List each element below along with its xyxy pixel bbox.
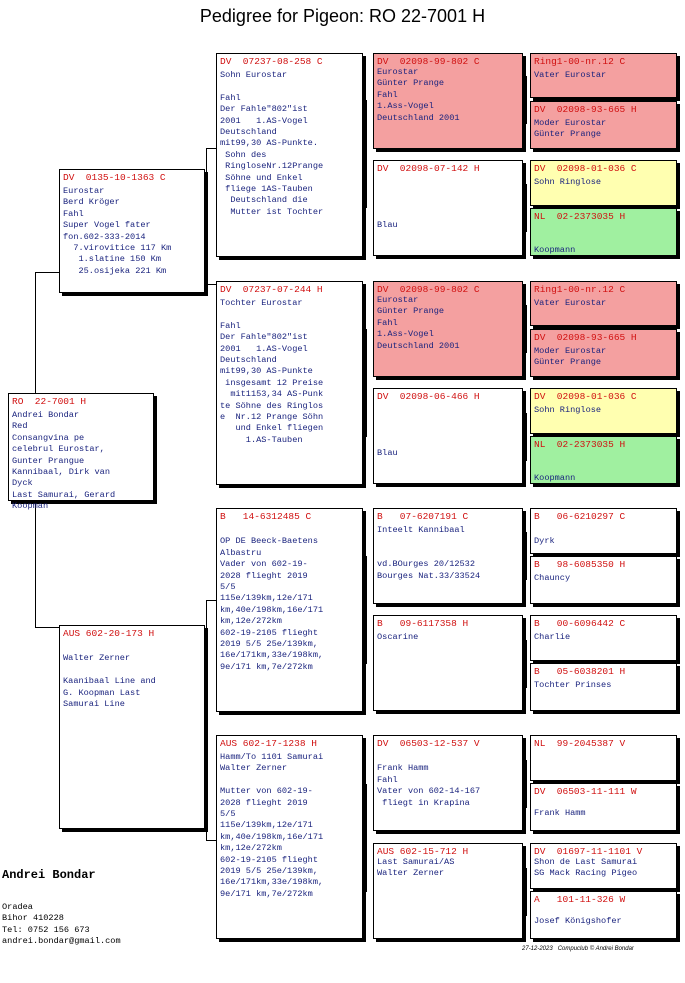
- ring-number: DV 02098-07-142 H: [377, 163, 480, 174]
- pigeon-details: [531, 749, 676, 752]
- pigeon-card-g4: [530, 556, 677, 604]
- ring-number: B 05-6038201 H: [534, 666, 626, 677]
- pigeon-card-g3: [373, 160, 523, 256]
- pigeon-details: Tochter Eurostar Fahl Der Fahle"802"ist 2001 1.AS-Vogel Deutschland mit99,30 AS-Punkte insgesamt 12 Preise mit1153,34 AS-Punk te Söhne des Ringlos e Nr.12 Prange Söhn und Enkel fliegen 1.AS-Tauben: [220, 298, 324, 445]
- pigeon-details: Josef Königshofer: [534, 916, 622, 927]
- pigeon-details: Eurostar Berd Kröger Fahl Super Vogel fater fon.602-333-2014 7.virovitice 117 Km 1.slatine 150 Km 25.osijeka 221 Km: [63, 186, 172, 276]
- pigeon-card-g3: [373, 615, 523, 711]
- pigeon-details: Eurostar Günter Prange Fahl 1.Ass-Vogel Deutschland 2001: [377, 295, 460, 351]
- pigeon-details: Shon de Last Samurai SG Mack Racing Pigeo: [534, 857, 638, 879]
- connector-line: [206, 600, 207, 840]
- footer-credit: 27-12-2023 Compuclub © Andrei Bondar: [522, 946, 634, 952]
- pigeon-details: Vater Eurostar: [534, 298, 607, 308]
- ring-number: Ring1-00-nr.12 C: [534, 56, 626, 67]
- pigeon-details: Chauncy: [534, 573, 571, 583]
- ring-number: B 07-6207191 C: [377, 511, 469, 522]
- ring-number: B 14-6312485 C: [220, 511, 312, 522]
- connector-line: [366, 329, 367, 437]
- connector-line: [526, 184, 527, 232]
- owner-name: Andrei Bondar: [2, 868, 96, 882]
- ring-number: B 06-6210297 C: [534, 511, 626, 522]
- pigeon-details: Blau: [377, 447, 398, 458]
- connector-line: [526, 305, 527, 353]
- pigeon-details: Dyrk: [534, 536, 555, 547]
- ring-number: DV 02098-01-036 C: [534, 163, 637, 174]
- pigeon-card-dam-dam: [216, 735, 363, 939]
- connector-line: [366, 100, 367, 208]
- pigeon-card-g4: [530, 508, 677, 554]
- connector-line: [526, 760, 527, 808]
- ring-number: RO 22-7001 H: [12, 396, 87, 407]
- connector-line: [35, 627, 60, 628]
- pigeon-details: Frank Hamm: [534, 808, 586, 819]
- ring-number: Ring1-00-nr.12 C: [534, 284, 626, 295]
- pigeon-card-g4: [530, 329, 677, 377]
- connector-line: [206, 148, 216, 149]
- pigeon-card-g4: [530, 208, 677, 256]
- connector-line: [206, 840, 216, 841]
- pigeon-details: Frank Hamm Fahl Vater von 602-14-167 fliegt in Krapina: [377, 763, 481, 808]
- ring-number: NL 99-2045387 V: [534, 738, 626, 749]
- pigeon-card-subject: [8, 393, 154, 512]
- ring-number: AUS 602-17-1238 H: [220, 738, 317, 749]
- pigeon-details: Sohn Ringlose: [534, 405, 602, 415]
- connector-line: [206, 600, 216, 601]
- ring-number: DV 07237-07-244 H: [220, 284, 323, 295]
- pigeon-details: Hamm/To 1101 Samurai Walter Zerner Mutter von 602-19- 2028 flieght 2019 5/5 115e/139km,12e/171 km,40e/198km,16e/171 km,12e/272km 602-19-2105 flieght 2019 5/5 25e/139km, 16e/171km,33e/198km, 9e/171 km,7e/272km: [220, 752, 324, 899]
- ring-number: NL 02-2373035 H: [534, 211, 626, 222]
- pigeon-details: Blau: [377, 219, 398, 230]
- pigeon-card-g3: [373, 281, 523, 377]
- connector-line: [35, 272, 60, 273]
- pigeon-details: Koopmann: [534, 472, 576, 483]
- connector-line: [366, 556, 367, 664]
- pigeon-card-dam: [59, 625, 205, 829]
- pigeon-card-g4: [530, 53, 677, 98]
- owner-contact: Oradea Bihor 410228 Tel: 0752 156 673 andrei.bondar@gmail.com: [2, 902, 121, 947]
- pigeon-details: Sohn Eurostar Fahl Der Fahle"802"ist 2001 1.AS-Vogel Deutschland mit99,30 AS-Punkte. Sohn des RingloseNr.12Prange Söhne und Enkel fliege 1AS-Tauben Deutschland die Mutter ist Tochter: [220, 70, 324, 217]
- page-title: Pedigree for Pigeon: RO 22-7001 H: [199, 6, 486, 26]
- pigeon-card-g4: [530, 101, 677, 149]
- connector-line: [366, 784, 367, 892]
- pigeon-details: Moder Eurostar Günter Prange: [534, 346, 607, 368]
- ring-number: B 98-6085350 H: [534, 559, 626, 570]
- connector-line: [206, 284, 216, 285]
- pigeon-card-g3: [373, 843, 523, 939]
- pigeon-card-g3: [373, 735, 523, 831]
- pigeon-details: Tochter Prinses: [534, 680, 612, 690]
- ring-number: DV 06503-12-537 V: [377, 738, 480, 749]
- pigeon-card-g4: [530, 160, 677, 206]
- connector-line: [35, 500, 36, 627]
- pigeon-details: Andrei Bondar Red Consangvina pe celebrul Eurostar, Gunter Prangue Kannibaal, Dirk van Dyck Last Samurai, Gerard Koopman: [12, 410, 116, 512]
- pigeon-card-g4: [530, 891, 677, 939]
- pigeon-card-g4: [530, 436, 677, 484]
- pigeon-card-g4: [530, 735, 677, 781]
- pigeon-card-g4: [530, 663, 677, 711]
- pigeon-card-dam-sire: [216, 508, 363, 712]
- ring-number: DV 02098-99-802 C: [377, 284, 480, 295]
- pigeon-card-g4: [530, 388, 677, 434]
- connector-line: [526, 640, 527, 688]
- pigeon-card-g3: [373, 53, 523, 149]
- pigeon-details: Eurostar Günter Prange Fahl 1.Ass-Vogel Deutschland 2001: [377, 67, 460, 123]
- ring-number: NL 02-2373035 H: [534, 439, 626, 450]
- pigeon-details: Koopmann: [534, 244, 576, 255]
- connector-line: [526, 868, 527, 916]
- pigeon-details: Walter Zerner Kaanibaal Line and G. Koopman Last Samurai Line: [63, 653, 156, 710]
- pigeon-card-g4: [530, 281, 677, 326]
- pigeon-details: Moder Eurostar Günter Prange: [534, 118, 607, 140]
- pigeon-details: Vater Eurostar: [534, 70, 607, 80]
- ring-number: DV 02098-93-665 H: [534, 332, 637, 343]
- ring-number: B 00-6096442 C: [534, 618, 626, 629]
- pigeon-details: Inteelt Kannibaal vd.BOurges 20/12532 Bourges Nat.33/33524: [377, 525, 481, 581]
- pigeon-details: Charlie: [534, 632, 571, 642]
- ring-number: AUS 602-20-173 H: [63, 628, 155, 639]
- pigeon-card-sire: [59, 169, 205, 293]
- connector-line: [526, 76, 527, 124]
- pigeon-card-g4: [530, 843, 677, 889]
- pigeon-details: OP DE Beeck-Baetens Albastru Vader von 602-19- 2028 flieght 2019 5/5 115e/139km,12e/171 km,40e/198km,16e/171 km,12e/272km 602-19-2105 flieght 2019 5/5 25e/139km, 16e/171km,33e/198km, 9e/171 km,7e/272km: [220, 536, 324, 672]
- pigeon-card-sire-sire: [216, 53, 363, 257]
- connector-line: [526, 413, 527, 461]
- pigeon-details: Oscarine: [377, 632, 419, 642]
- ring-number: DV 0135-10-1363 C: [63, 172, 166, 183]
- connector-line: [526, 532, 527, 580]
- ring-number: B 09-6117358 H: [377, 618, 469, 629]
- ring-number: DV 07237-08-258 C: [220, 56, 323, 67]
- ring-number: DV 06503-11-111 W: [534, 786, 637, 797]
- ring-number: DV 02098-01-036 C: [534, 391, 637, 402]
- ring-number: A 101-11-326 W: [534, 894, 626, 905]
- ring-number: DV 01697-11-1101 V: [534, 846, 643, 857]
- ring-number: DV 02098-06-466 H: [377, 391, 480, 402]
- ring-number: DV 02098-99-802 C: [377, 56, 480, 67]
- pigeon-card-g3: [373, 388, 523, 484]
- connector-line: [206, 148, 207, 284]
- pigeon-card-g3: [373, 508, 523, 604]
- pigeon-card-g4: [530, 615, 677, 661]
- ring-number: DV 02098-93-665 H: [534, 104, 637, 115]
- ring-number: AUS 602-15-712 H: [377, 846, 469, 857]
- pigeon-card-g4: [530, 783, 677, 831]
- pigeon-details: Last Samurai/AS Walter Zerner: [377, 857, 455, 879]
- pigeon-details: Sohn Ringlose: [534, 177, 602, 187]
- connector-line: [35, 272, 36, 394]
- pigeon-card-sire-dam: [216, 281, 363, 485]
